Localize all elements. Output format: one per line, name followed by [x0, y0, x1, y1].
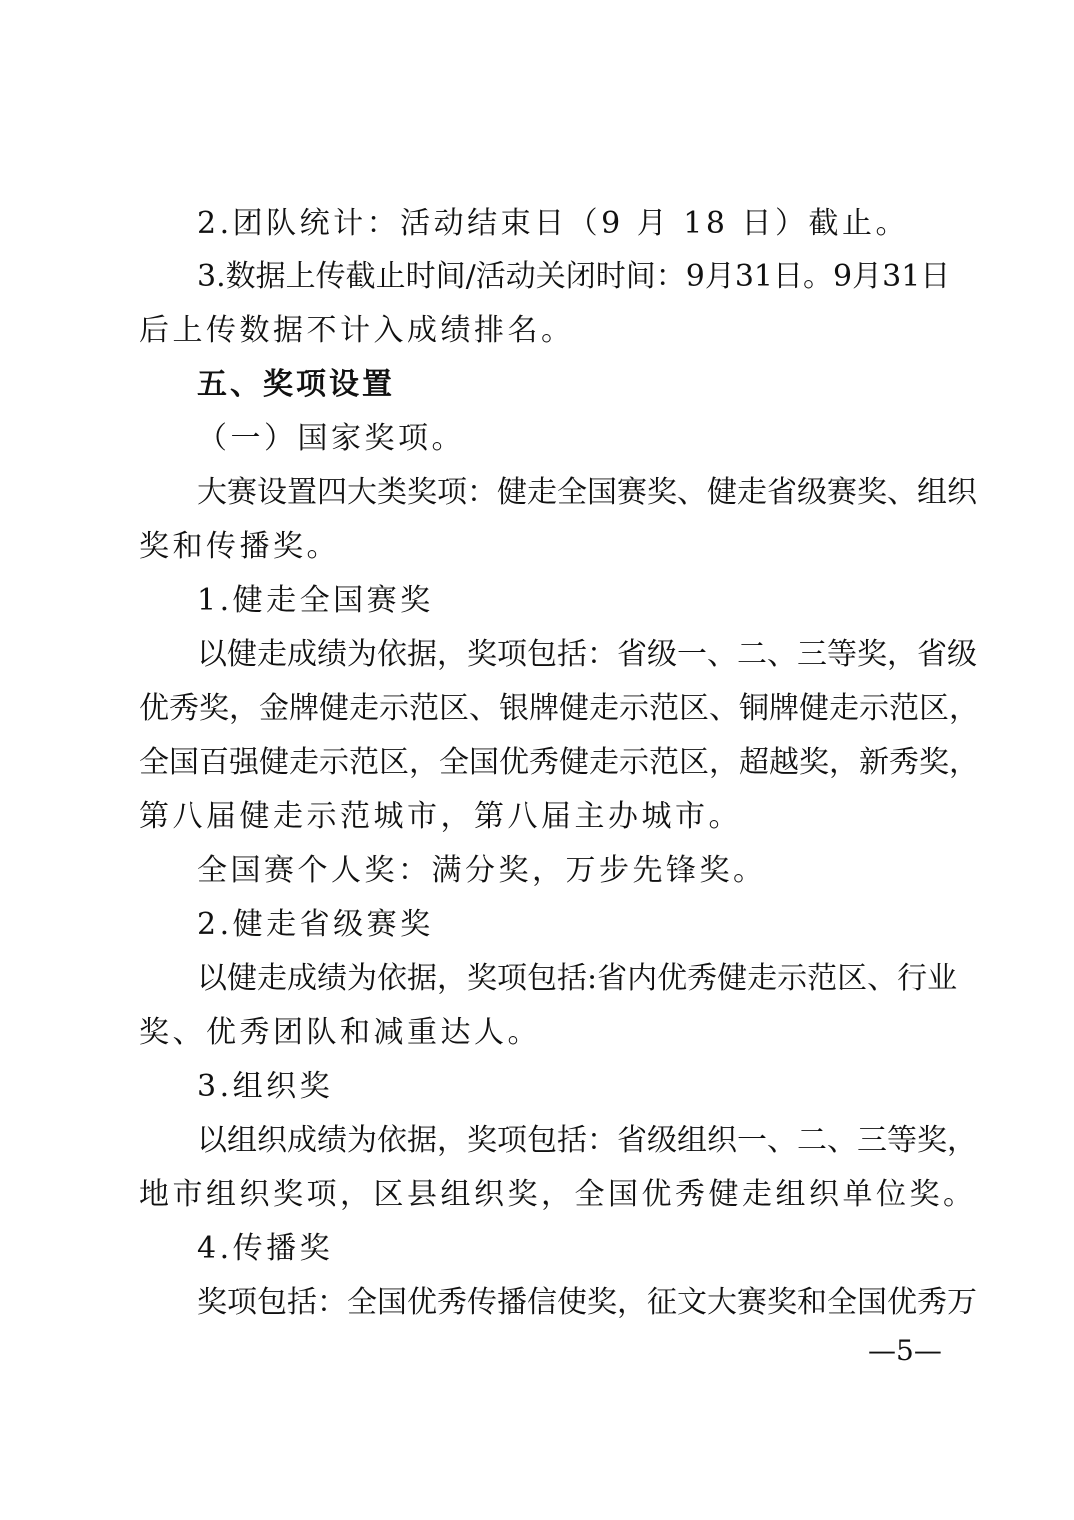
section-heading-awards: 五、奖项设置: [197, 367, 395, 402]
paragraph-national-walking-awards-line-2: 优 秀 奖 ， 金 牌 健 走 示 范 区 、 银 牌 健 走 示 范 区 、 铜 牌 健 走 示 范 区 ，: [139, 691, 979, 726]
text-line-team-statistics: 2.团队统计：活动结束日（9 月 18 日）截止。: [197, 206, 909, 241]
award-heading-national-walking: 1.健走全国赛奖: [197, 583, 434, 618]
subsection-heading-national-awards: （一）国家奖项。: [197, 421, 465, 456]
text-line-upload-deadline: 3. 数 据 上 传 截 止 时 间 / 活 动 关 闭 时 间 ： 9 月 31 日 。 9 月 31 日: [197, 259, 951, 294]
text-line-upload-deadline-continued: 后上传数据不计入成绩排名。: [139, 313, 575, 348]
paragraph-communication-awards: 奖 项 包 括 ： 全 国 优 秀 传 播 信 使 奖 ， 征 文 大 赛 奖 和 全 国 优 秀 万: [197, 1285, 977, 1320]
paragraph-provincial-walking-awards-continued: 奖、优秀团队和减重达人。: [139, 1015, 541, 1050]
paragraph-award-categories: 大 赛 设 置 四 大 类 奖 项 ： 健 走 全 国 赛 奖 、 健 走 省 级 赛 奖 、 组 织: [197, 475, 977, 510]
award-heading-organization: 3.组织奖: [197, 1069, 334, 1104]
paragraph-organization-awards-continued: 地市组织奖项，区县组织奖，全国优秀健走组织单位奖。: [139, 1177, 977, 1212]
paragraph-organization-awards: 以 组 织 成 绩 为 依 据 ， 奖 项 包 括 ： 省 级 组 织 一 、 二 、 三 等 奖 ，: [197, 1123, 977, 1158]
paragraph-provincial-walking-awards: 以 健 走 成 绩 为 依 据 ， 奖 项 包 括 : 省 内 优 秀 健 走 示 范 区 、 行 业: [197, 961, 958, 996]
award-heading-communication: 4.传播奖: [197, 1231, 334, 1266]
paragraph-national-walking-awards-line-3: 全 国 百 强 健 走 示 范 区 ， 全 国 优 秀 健 走 示 范 区 ， 超 越 奖 ， 新 秀 奖 ，: [139, 745, 979, 780]
paragraph-award-categories-continued: 奖和传播奖。: [139, 529, 340, 564]
paragraph-national-individual-awards: 全国赛个人奖：满分奖，万步先锋奖。: [197, 853, 767, 888]
award-heading-provincial-walking: 2.健走省级赛奖: [197, 907, 434, 942]
paragraph-national-walking-awards-line-4: 第八届健走示范城市，第八届主办城市。: [139, 799, 742, 834]
paragraph-national-walking-awards: 以 健 走 成 绩 为 依 据 ， 奖 项 包 括 ： 省 级 一 、 二 、 三 等 奖 ， 省 级: [197, 637, 977, 672]
page-number: —5—: [868, 1334, 942, 1367]
